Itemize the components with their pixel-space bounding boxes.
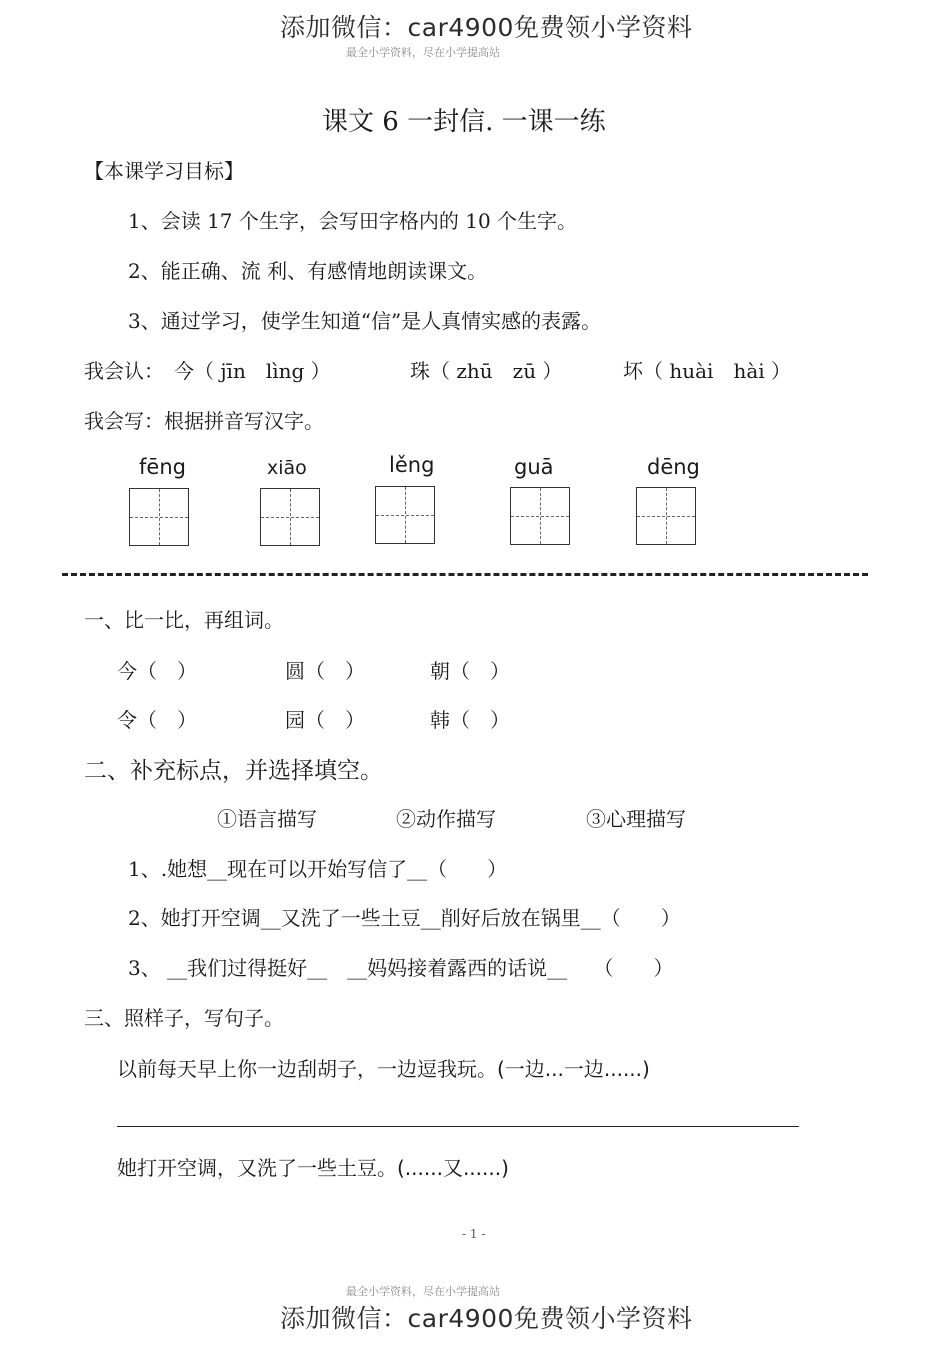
compare-1-1: 今（ ） bbox=[117, 659, 197, 683]
recognize-group-2 bbox=[410, 355, 562, 384]
recognize-options-1: （ jīn lìng ） bbox=[194, 359, 331, 383]
compare-2-3: 韩（ ） bbox=[430, 708, 510, 732]
fill-item-1: 1、.她想__现在可以开始写信了__（ ） bbox=[128, 857, 508, 881]
dash-divider bbox=[62, 573, 868, 576]
goals-heading: 【本课学习目标】 bbox=[84, 159, 244, 183]
fill-item-3: 3、 __我们过得挺好__ __妈妈接着露西的话说__ （ ） bbox=[128, 956, 674, 980]
compare-2-1: 令（ ） bbox=[117, 708, 197, 732]
recognize-char-2: 珠 bbox=[410, 359, 430, 383]
recognize-options-2: （ zhū zū ） bbox=[430, 359, 563, 383]
tianzige-box-2[interactable] bbox=[260, 488, 320, 546]
pinyin-1: fēng bbox=[139, 455, 186, 479]
footer-faint-text: 最全小学资料，尽在小学提高站 bbox=[346, 1285, 500, 1298]
pinyin-4: guā bbox=[514, 455, 554, 479]
option-1: ①语言描写 bbox=[217, 807, 317, 831]
goal-item-1: 1、会读 17 个生字，会写田字格内的 10 个生字。 bbox=[128, 209, 578, 233]
tianzige-box-3[interactable] bbox=[375, 486, 435, 544]
pinyin-3: lěng bbox=[389, 453, 435, 477]
pinyin-5: dēng bbox=[647, 455, 700, 479]
option-2: ②动作描写 bbox=[396, 807, 496, 831]
compare-1-2: 圆（ ） bbox=[285, 659, 365, 683]
tianzige-box-4[interactable] bbox=[510, 487, 570, 545]
option-3: ③心理描写 bbox=[586, 807, 686, 831]
tianzige-box-1[interactable] bbox=[129, 488, 189, 546]
answer-line[interactable] bbox=[117, 1126, 799, 1127]
header-faint-text: 最全小学资料，尽在小学提高站 bbox=[346, 46, 500, 59]
page-title: 课文 6 一封信. 一课一练 bbox=[322, 107, 606, 137]
recognize-options-3: （ huài hài ） bbox=[643, 359, 791, 383]
section1-heading: 一、比一比，再组词。 bbox=[84, 608, 284, 632]
recognize-char-1: 今 bbox=[174, 359, 194, 383]
fill-item-2: 2、她打开空调__又洗了一些土豆__削好后放在锅里__（ ） bbox=[128, 906, 681, 930]
goal-item-3: 3、通过学习，使学生知道“信”是人真情实感的表露。 bbox=[128, 309, 602, 333]
recognize-label: 我会认： bbox=[84, 359, 164, 383]
example-sentence-1: 以前每天早上你一边刮胡子，一边逗我玩。(一边...一边......) bbox=[117, 1057, 650, 1081]
page-number: - 1 - bbox=[462, 1227, 486, 1241]
pinyin-2: xiāo bbox=[267, 457, 307, 479]
section3-heading: 三、照样子，写句子。 bbox=[84, 1006, 284, 1030]
tianzige-box-5[interactable] bbox=[636, 487, 696, 545]
example-sentence-2: 她打开空调，又洗了一些土豆。(......又......) bbox=[117, 1156, 509, 1180]
compare-2-2: 园（ ） bbox=[285, 708, 365, 732]
write-label: 我会写：根据拼音写汉字。 bbox=[84, 409, 324, 433]
recognize-group-3 bbox=[623, 355, 791, 384]
section2-heading: 二、补充标点，并选择填空。 bbox=[84, 758, 383, 784]
recognize-group-1 bbox=[174, 355, 331, 384]
top-banner: 添加微信：car4900免费领小学资料 bbox=[280, 13, 693, 42]
goal-item-2: 2、能正确、流 利、有感情地朗读课文。 bbox=[128, 259, 488, 283]
recognize-char-3: 坏 bbox=[623, 359, 643, 383]
compare-1-3: 朝（ ） bbox=[430, 659, 510, 683]
bottom-banner: 添加微信：car4900免费领小学资料 bbox=[280, 1304, 693, 1333]
